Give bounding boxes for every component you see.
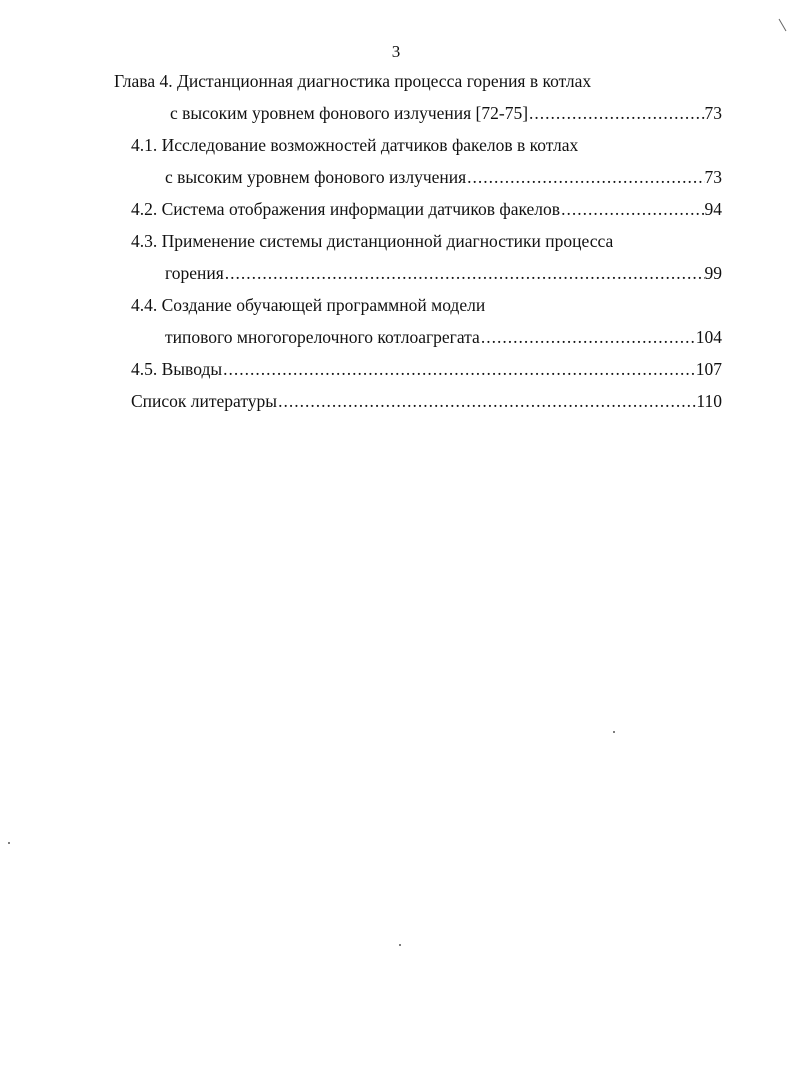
toc-page-number: 73	[704, 103, 722, 123]
toc-entry-text: с высоким уровнем фонового излучения	[165, 167, 467, 187]
toc-entry-text: 4.5. Выводы	[131, 359, 223, 379]
toc-section-4-1-title: 4.1. Исследование возможностей датчиков факелов в котлах	[131, 135, 579, 155]
toc-section-4-3-title: 4.3. Применение системы дистанционной диагностики процесса	[131, 231, 614, 251]
scan-mark	[779, 19, 787, 32]
toc-page-number: 99	[704, 263, 722, 283]
scan-speck	[399, 944, 401, 946]
page-number: 3	[391, 42, 401, 61]
toc-entry-text: горения	[165, 263, 224, 283]
toc-entry-text: с высоким уровнем фонового излучения [72-75]	[170, 103, 529, 123]
dot-leader	[224, 260, 705, 286]
toc-page-number: 94	[704, 199, 722, 219]
dot-leader	[560, 196, 704, 222]
toc-section-4-2-entry[interactable]	[131, 196, 722, 222]
toc-section-4-4-entry[interactable]	[165, 324, 722, 350]
dot-leader	[466, 164, 704, 190]
dot-leader	[528, 100, 704, 126]
scan-speck	[8, 842, 10, 844]
dot-leader	[277, 388, 696, 414]
toc-entry-text: 4.2. Система отображения информации датчиков факелов	[131, 199, 561, 219]
toc-page-number: 107	[695, 359, 722, 379]
toc-page-number: 104	[695, 327, 722, 347]
toc-chapter-4-title: Глава 4. Дистанционная диагностика процесса горения в котлах	[114, 71, 592, 91]
toc-section-4-1-entry[interactable]	[165, 164, 722, 190]
dot-leader	[222, 356, 696, 382]
toc-chapter-4-entry[interactable]	[170, 100, 722, 126]
toc-section-4-4-title: 4.4. Создание обучающей программной модели	[131, 295, 486, 315]
toc-section-4-5-entry[interactable]	[131, 356, 722, 382]
toc-references-entry[interactable]	[131, 388, 722, 414]
toc-page-number: 110	[696, 391, 722, 411]
toc-page-number: 73	[704, 167, 722, 187]
toc-entry-text: типового многогорелочного котлоагрегата	[165, 327, 480, 347]
dot-leader	[480, 324, 696, 350]
toc-section-4-3-entry[interactable]	[165, 260, 722, 286]
toc-entry-text: Список литературы	[131, 391, 278, 411]
scan-speck	[613, 731, 615, 733]
